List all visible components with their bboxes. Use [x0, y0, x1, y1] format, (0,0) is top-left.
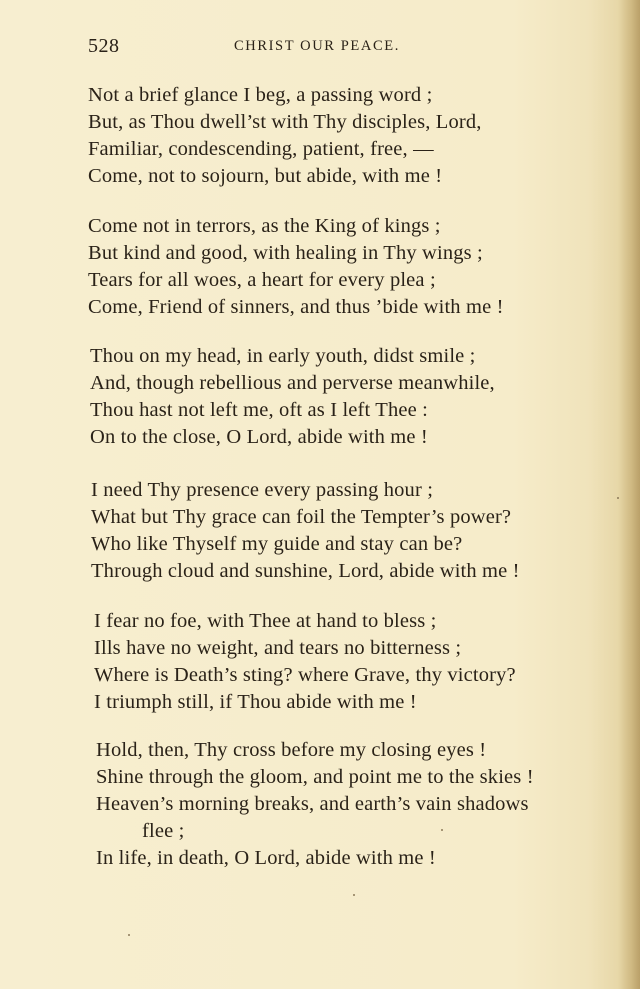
- verse-line: I need Thy presence every passing hour ;: [91, 479, 434, 501]
- verse-line: What but Thy grace can foil the Tempter’s power?: [91, 506, 512, 528]
- verse-line: But kind and good, with healing in Thy wings ;: [88, 242, 483, 264]
- paper-speck: [128, 934, 130, 936]
- verse-line: Shine through the gloom, and point me to the skies !: [96, 766, 534, 788]
- paper-speck: [617, 497, 619, 499]
- verse-line: Who like Thyself my guide and stay can be?: [91, 533, 463, 555]
- paper-speck: [353, 894, 355, 896]
- verse-line: Come, Friend of sinners, and thus ’bide with me !: [88, 296, 504, 318]
- verse-line: Ills have no weight, and tears no bitterness ;: [94, 637, 462, 659]
- verse-line: But, as Thou dwell’st with Thy disciples, Lord,: [88, 111, 482, 133]
- verse-line: Where is Death’s sting? where Grave, thy victory?: [94, 664, 516, 686]
- verse-line: Thou on my head, in early youth, didst smile ;: [90, 345, 476, 367]
- paper-speck: [441, 829, 443, 831]
- verse-line: In life, in death, O Lord, abide with me !: [96, 847, 436, 869]
- verse-line: Come not in terrors, as the King of kings ;: [88, 215, 441, 237]
- verse-line: I triumph still, if Thou abide with me !: [94, 691, 417, 713]
- verse-line: Thou hast not left me, oft as I left Thee :: [90, 399, 428, 421]
- verse-line: Come, not to sojourn, but abide, with me !: [88, 165, 443, 187]
- verse-line: Tears for all woes, a heart for every plea ;: [88, 269, 436, 291]
- verse-line: Heaven’s morning breaks, and earth’s vain shadows: [96, 793, 529, 815]
- page-edge-shadow: [618, 0, 640, 989]
- verse-line: Not a brief glance I beg, a passing word ;: [88, 84, 433, 106]
- verse-line-continuation: flee ;: [142, 820, 185, 842]
- running-head: [88, 35, 568, 59]
- verse-line: Familiar, condescending, patient, free, —: [88, 138, 434, 160]
- page-number: 528: [88, 35, 120, 57]
- verse-line: I fear no foe, with Thee at hand to bless ;: [94, 610, 437, 632]
- verse-line: And, though rebellious and perverse meanwhile,: [90, 372, 495, 394]
- verse-line: Hold, then, Thy cross before my closing eyes !: [96, 739, 487, 761]
- verse-line: Through cloud and sunshine, Lord, abide with me !: [91, 560, 520, 582]
- verse-line: On to the close, O Lord, abide with me !: [90, 426, 428, 448]
- running-head-title: CHRIST OUR PEACE.: [234, 38, 400, 54]
